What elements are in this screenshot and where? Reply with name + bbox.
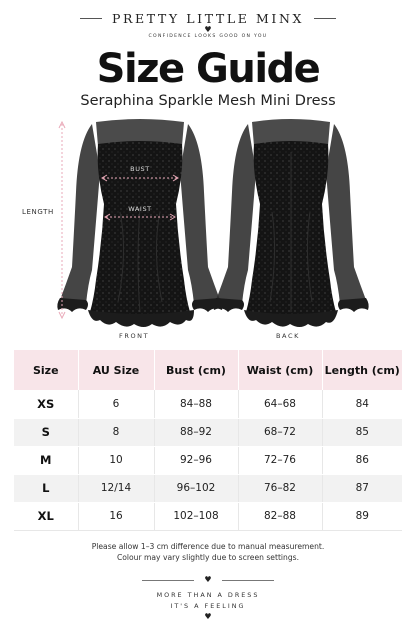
brand-name: PRETTY LITTLE MINX — [112, 10, 304, 26]
heart-icon: ♥ — [204, 575, 212, 584]
back-dress — [213, 119, 368, 327]
measurement-note: Please allow 1–3 cm difference due to manual measurement. — [91, 542, 325, 551]
waist-cell: 68–72 — [238, 418, 322, 446]
dress-diagram — [0, 112, 416, 342]
au-size-cell: 6 — [78, 390, 154, 418]
brand-divider-left — [80, 18, 102, 19]
back-view-label: BACK — [276, 332, 300, 340]
header-length: Length (cm) — [322, 350, 402, 390]
size-cell: XL — [14, 502, 78, 530]
bust-cell: 102–108 — [154, 502, 238, 530]
brand-tagline: CONFIDENCE LOOKS GOOD ON YOU — [148, 34, 268, 39]
table-header-row — [14, 350, 402, 390]
bust-label: BUST — [130, 165, 150, 173]
dress-illustration — [0, 112, 416, 342]
au-size-cell: 10 — [78, 446, 154, 474]
front-view-label: FRONT — [119, 332, 150, 340]
footer-divider-right — [222, 580, 274, 581]
waist-label: WAIST — [128, 205, 152, 213]
waist-cell: 82–88 — [238, 502, 322, 530]
brand-divider-right — [314, 18, 336, 19]
footer-divider-left — [142, 580, 194, 581]
bust-cell: 96–102 — [154, 474, 238, 502]
length-cell: 89 — [322, 502, 402, 530]
au-size-cell: 8 — [78, 418, 154, 446]
footer-line-2: IT'S A FEELING — [170, 602, 246, 610]
au-size-cell: 16 — [78, 502, 154, 530]
table-row — [14, 390, 402, 418]
header-size: Size — [14, 350, 78, 390]
header-au-size: AU Size — [78, 350, 154, 390]
footer-divider — [0, 575, 416, 585]
table-row — [14, 502, 402, 530]
header-bust: Bust (cm) — [154, 350, 238, 390]
page-title: Size Guide — [96, 46, 320, 92]
bust-cell: 84–88 — [154, 390, 238, 418]
size-table — [14, 350, 402, 531]
footer-line-1: MORE THAN A DRESS — [156, 591, 260, 599]
size-cell: L — [14, 474, 78, 502]
waist-cell: 64–68 — [238, 390, 322, 418]
length-cell: 86 — [322, 446, 402, 474]
length-label: LENGTH — [22, 208, 54, 216]
bust-cell: 88–92 — [154, 418, 238, 446]
size-cell: S — [14, 418, 78, 446]
au-size-cell: 12/14 — [78, 474, 154, 502]
size-cell: M — [14, 446, 78, 474]
length-cell: 85 — [322, 418, 402, 446]
table-row — [14, 418, 402, 446]
header-waist: Waist (cm) — [238, 350, 322, 390]
table-row — [14, 474, 402, 502]
heart-icon: ♥ — [204, 25, 212, 34]
length-cell: 84 — [322, 390, 402, 418]
length-cell: 87 — [322, 474, 402, 502]
bust-cell: 92–96 — [154, 446, 238, 474]
heart-icon: ♥ — [204, 612, 212, 621]
front-dress — [57, 119, 222, 327]
colour-note: Colour may vary slightly due to screen settings. — [116, 553, 300, 562]
waist-cell: 72–76 — [238, 446, 322, 474]
waist-cell: 76–82 — [238, 474, 322, 502]
product-name: Seraphina Sparkle Mesh Mini Dress — [80, 93, 336, 109]
table-row — [14, 446, 402, 474]
size-cell: XS — [14, 390, 78, 418]
